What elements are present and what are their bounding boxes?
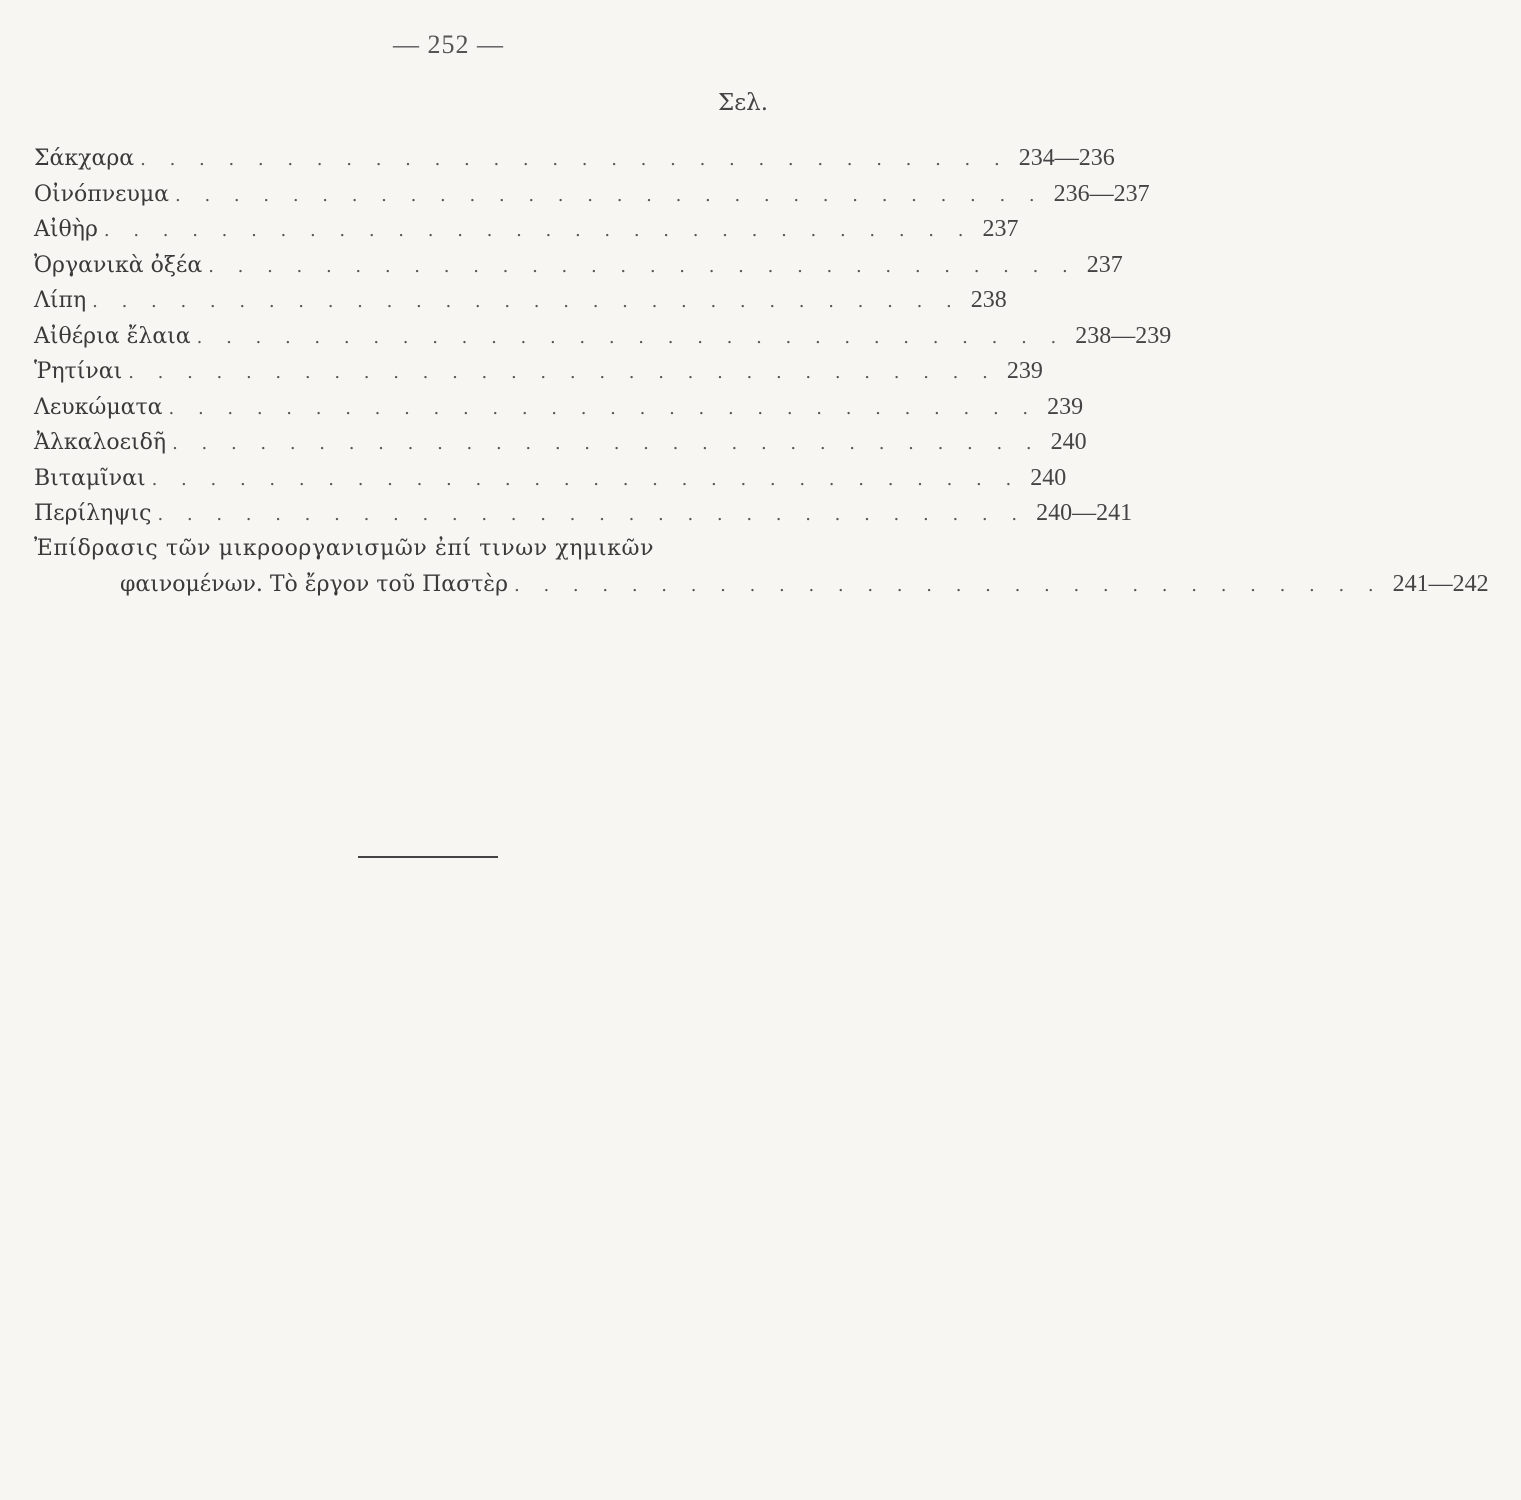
toc-entry-pages: 241—242 [1392, 571, 1489, 597]
toc-entry [34, 251, 1123, 288]
toc-entry [34, 358, 1043, 394]
pages-column-header: Σελ. [718, 90, 769, 116]
toc-entry-pages: 240 [1030, 464, 1067, 491]
toc-entry-title: Σάκχαρα [34, 146, 135, 171]
toc-entry [34, 180, 1150, 217]
dot-leader: . . . . . . . . . . . . . . . . . . . . . . . . . . . . . . [140, 149, 1009, 170]
toc-entry-multiline-first [34, 536, 824, 572]
dot-leader: . . . . . . . . . . . . . . . . . . . . . . . . . . . . . . [208, 255, 1077, 277]
toc-entry-title: Περίληψις [34, 501, 152, 526]
toc-entry [34, 216, 1019, 252]
toc-entry-pages: 234—236 [1018, 145, 1115, 171]
toc-entry-multiline-continuation [34, 571, 1489, 607]
toc-entry-title: Οἰνόπνευμα [34, 181, 170, 207]
toc-entry-title: Ὀργανικὰ ὀξέα [34, 252, 203, 278]
toc-entry-title: Ἀλκαλοειδῆ [34, 430, 167, 455]
toc-entry [34, 145, 1115, 181]
dot-leader: . . . . . . . . . . . . . . . . . . . . . . . . . . . . . . [168, 397, 1038, 419]
toc-entry-title: Βιταμῖναι [34, 465, 146, 491]
toc-entry-pages: 239 [1047, 393, 1084, 420]
toc-entry-title-continued: φαινομένων. Τὸ ἔργον τοῦ Παστὲρ [120, 572, 509, 597]
dot-leader: . . . . . . . . . . . . . . . . . . . . . . . . . . . . . . [172, 433, 1041, 454]
toc-entry-pages: 238 [970, 287, 1007, 313]
toc-entry-pages: 239 [1006, 358, 1043, 384]
toc-entry [34, 464, 1067, 501]
toc-entry [34, 500, 1133, 536]
toc-entry [34, 429, 1087, 465]
toc-entry-title: Αἰθὴρ [34, 217, 98, 242]
dot-leader: . . . . . . . . . . . . . . . . . . . . . . . . . . . . . . [514, 575, 1383, 596]
dot-leader: . . . . . . . . . . . . . . . . . . . . . . . . . . . . . . [103, 220, 973, 241]
toc-entry-title: Ἐπίδρασις τῶν μικροοργανισμῶν ἐπί τινων χημικῶν [34, 535, 655, 561]
page-number: — 252 — [393, 30, 504, 59]
dot-leader: . . . . . . . . . . . . . . . . . . . . . . . . . . . . . . [157, 504, 1027, 525]
toc-entry-pages: 240—241 [1036, 500, 1133, 526]
dot-leader: . . . . . . . . . . . . . . . . . . . . . . . . . . . . . . [151, 468, 1021, 490]
toc-entry-pages: 237 [1086, 251, 1123, 278]
toc-entry-title: Αἰθέρια ἔλαια [34, 323, 191, 349]
table-of-contents [34, 145, 1489, 607]
toc-entry-pages: 236—237 [1053, 180, 1150, 207]
toc-entry-pages: 238—239 [1075, 322, 1172, 349]
dot-leader: . . . . . . . . . . . . . . . . . . . . . . . . . . . . . . [92, 291, 961, 312]
section-end-rule [358, 856, 498, 858]
toc-entry [34, 322, 1172, 359]
toc-entry-pages: 240 [1050, 429, 1087, 455]
toc-entry-title: Ῥητίναι [34, 359, 123, 384]
dot-leader: . . . . . . . . . . . . . . . . . . . . . . . . . . . . . . [196, 326, 1066, 348]
toc-entry [34, 393, 1084, 430]
toc-entry-pages: 237 [982, 216, 1019, 242]
toc-entry-title: Λίπη [34, 288, 87, 313]
dot-leader: . . . . . . . . . . . . . . . . . . . . . . . . . . . . . . [175, 184, 1044, 206]
dot-leader: . . . . . . . . . . . . . . . . . . . . . . . . . . . . . . [128, 362, 997, 383]
toc-entry-title: Λευκώματα [34, 394, 163, 420]
toc-entry [34, 287, 1007, 323]
